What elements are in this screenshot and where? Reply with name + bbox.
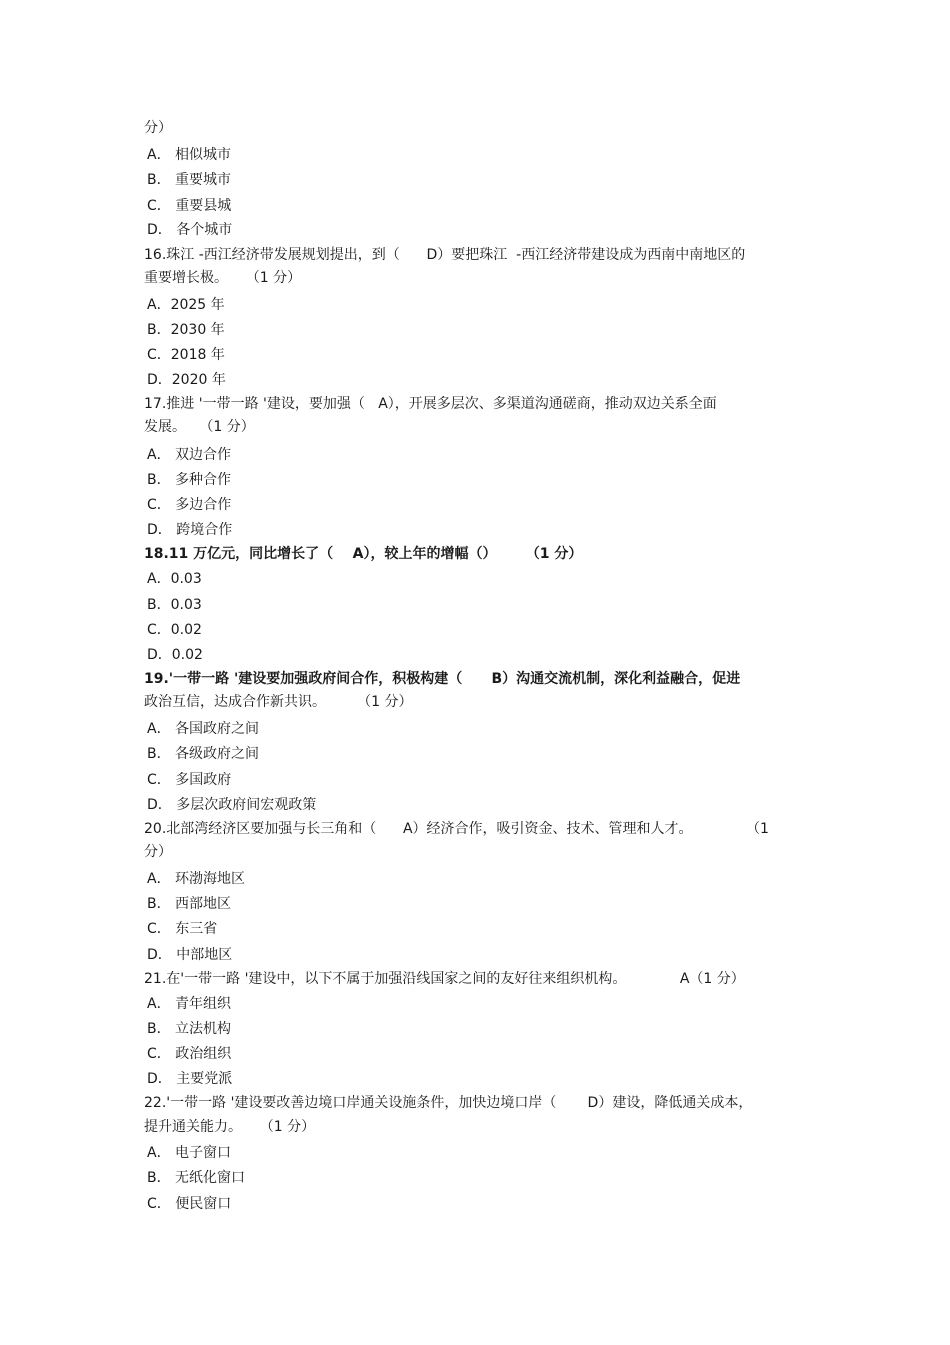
option-d: D． 跨境合作 — [147, 522, 233, 538]
question-17: 17.推进 '一带一路 '建设，要加强（ A），开展多层次、多渠道沟通磋商，推动双边关系全面 — [144, 396, 717, 412]
question-17-cont: 发展。 （1 分） — [144, 419, 255, 435]
option-d: D．0.02 — [147, 647, 203, 663]
option-c: C． 政治组织 — [147, 1046, 232, 1062]
option-c: C． 便民窗口 — [147, 1196, 232, 1212]
option-d: D． 主要党派 — [147, 1071, 233, 1087]
question-18: 18.11 万亿元，同比增长了（ A），较上年的增幅（） （1 分） — [144, 546, 583, 562]
question-16: 16.珠江 -西江经济带发展规划提出，到（ D）要把珠江 -西江经济带建设成为西南中南地区的 — [144, 247, 746, 263]
option-c: C． 东三省 — [147, 921, 218, 937]
option-d: D． 中部地区 — [147, 947, 233, 963]
option-a: A． 青年组织 — [147, 996, 232, 1012]
question-19: 19.'一带一路 '建设要加强政府间合作，积极构建（ B）沟通交流机制，深化利益融合，促进 — [144, 671, 741, 687]
option-b: B．2030 年 — [147, 322, 225, 338]
option-a: A． 电子窗口 — [147, 1145, 232, 1161]
option-a: A．0.03 — [147, 571, 202, 587]
option-c: C．0.02 — [147, 622, 202, 638]
option-c: C． 多国政府 — [147, 772, 232, 788]
option-b: B． 无纸化窗口 — [147, 1170, 246, 1186]
question-text-line: 分） — [144, 120, 172, 136]
option-b: B． 各级政府之间 — [147, 746, 260, 762]
option-a: A． 环渤海地区 — [147, 871, 246, 887]
option-a: A． 双边合作 — [147, 447, 232, 463]
question-22-cont: 提升通关能力。 （1 分） — [144, 1119, 316, 1135]
option-a: A．2025 年 — [147, 297, 225, 313]
option-d: D． 多层次政府间宏观政策 — [147, 797, 317, 813]
option-b: B． 西部地区 — [147, 896, 232, 912]
option-a: A． 相似城市 — [147, 147, 232, 163]
question-16-cont: 重要增长极。 （1 分） — [144, 270, 302, 286]
option-c: C． 多边合作 — [147, 497, 232, 513]
option-d: D． 各个城市 — [147, 222, 233, 238]
option-b: B． 多种合作 — [147, 472, 232, 488]
option-b: B． 立法机构 — [147, 1021, 232, 1037]
option-d: D．2020 年 — [147, 372, 226, 388]
question-20-cont: 分） — [144, 844, 172, 860]
question-22: 22.'一带一路 '建设要改善边境口岸通关设施条件，加快边境口岸（ D）建设，降低通关成本， — [144, 1095, 753, 1111]
question-20: 20.北部湾经济区要加强与长三角和（ A）经济合作，吸引资金、技术、管理和人才。 （1 — [144, 821, 769, 837]
option-a: A． 各国政府之间 — [147, 721, 260, 737]
question-21: 21.在'一带一路 '建设中，以下不属于加强沿线国家之间的友好往来组织机构。 A（1 分） — [144, 971, 745, 987]
option-b: B．0.03 — [147, 597, 202, 613]
option-c: C． 重要县城 — [147, 198, 232, 214]
question-19-cont: 政治互信，达成合作新共识。 （1 分） — [144, 694, 413, 710]
option-c: C．2018 年 — [147, 347, 225, 363]
option-b: B． 重要城市 — [147, 172, 232, 188]
